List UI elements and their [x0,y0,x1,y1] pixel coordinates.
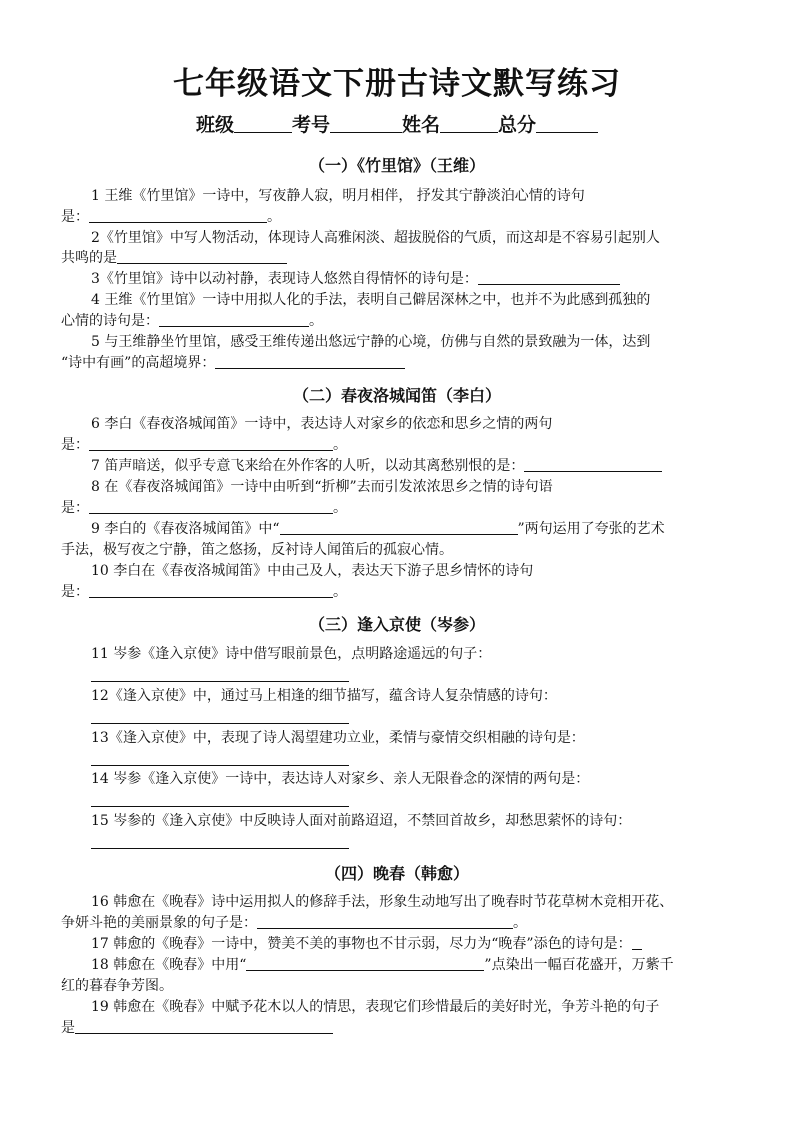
question-3-text: 3《竹里馆》诗中以动衬静，表现诗人悠然自得情怀的诗句是： [91,271,478,287]
question-6-text: 6 李白《春夜洛城闻笛》一诗中，表达诗人对家乡的依恋和思乡之情的两句 [91,416,553,432]
class-blank[interactable] [234,114,292,133]
section-heading-3: （三）逢入京使（岑参） [308,615,485,634]
question-14-answer-blank[interactable] [91,806,349,807]
answer-prefix: 共鸣的是 [61,250,117,266]
question-18-text-c: 红的暮春争芳图。 [61,978,173,994]
question-8-text: 8 在《春夜洛城闻笛》一诗中由听到“折柳”去而引发浓浓思乡之情的诗句语 [91,479,553,495]
answer-blank[interactable] [89,582,333,598]
name-blank[interactable] [440,114,498,133]
period: 。 [309,313,323,329]
answer-blank[interactable] [257,913,513,929]
question-9-line [91,519,771,539]
question-9-text-c: 手法，极写夜之宁静，笛之悠扬，反衬诗人闻笛后的孤寂心情。 [61,542,453,558]
answer-prefix: 是 [61,1020,75,1036]
question-10-answer-line [61,582,741,602]
question-7-line [91,456,771,476]
question-8-answer-line [61,498,741,518]
score-label: 总分 [498,114,537,136]
section-heading-1: （一）《竹里馆》（王维） [308,156,485,175]
question-18-text-a: 18 韩愈在《晚春》中用“ [91,957,247,973]
answer-prefix: 是： [61,437,89,453]
question-17-line [91,934,771,954]
question-13-answer-blank[interactable] [91,765,349,766]
answer-blank[interactable] [632,934,642,950]
answer-prefix: 是： [61,209,89,225]
question-19-text: 19 韩愈在《晚春》中赋予花木以人的情思，表现它们珍惜最后的美好时光，争芳斗艳的句子 [91,999,660,1015]
answer-blank[interactable] [117,248,287,264]
question-9-text-b: ”两句运用了夸张的艺术 [517,521,665,537]
question-11-text: 11 岑参《逢入京使》诗中借写眼前景色，点明路途遥远的句子： [91,646,492,662]
question-2-text: 2《竹里馆》中写人物活动，体现诗人高雅闲淡、超拔脱俗的气质，而这却是不容易引起别人 [91,230,660,246]
answer-blank[interactable] [159,311,309,327]
question-18-line [91,955,771,975]
answer-blank[interactable] [89,435,333,451]
exam-no-blank[interactable] [330,114,402,133]
question-15-answer-blank[interactable] [91,848,349,849]
question-5-answer-line [61,353,741,373]
answer-blank[interactable] [478,269,620,285]
answer-blank[interactable] [75,1018,333,1034]
answer-prefix: 是： [61,584,89,600]
question-1-text: 1 王维《竹里馆》一诗中，写夜静人寂，明月相伴， 抒发其宁静淡泊心情的诗句 [91,188,585,204]
period: 。 [333,584,347,600]
question-3-line [91,269,771,289]
answer-blank[interactable] [89,498,333,514]
section-heading-2: （二）春夜洛城闻笛（李白） [292,386,501,405]
question-1-answer-line [61,207,741,227]
question-17-text: 17 韩愈的《晚春》一诗中，赞美不美的事物也不甘示弱，尽力为“晚春”添色的诗句是： [91,936,632,952]
question-16-answer-line [61,913,741,933]
question-14-text: 14 岑参《逢入京使》一诗中，表达诗人对家乡、亲人无限眷念的深情的两句是： [91,771,590,787]
question-4-text: 4 王维《竹里馆》一诗中用拟人化的手法，表明自己僻居深林之中，也并不为此感到孤独的 [91,292,651,308]
answer-blank[interactable] [280,519,518,535]
question-11-answer-blank[interactable] [91,681,349,682]
question-4-answer-line [61,311,741,331]
question-18-text-b: ”点染出一幅百花盛开，万紫千 [484,957,674,973]
answer-prefix: 是： [61,500,89,516]
class-label: 班级 [195,114,234,136]
question-5-text: 5 与王维静坐竹里馆，感受王维传递出悠远宁静的心境，仿佛与自然的景致融为一体，达到 [91,334,651,350]
period: 。 [333,437,347,453]
question-10-text: 10 李白在《春夜洛城闻笛》中由己及人，表达天下游子思乡情怀的诗句 [91,563,534,579]
period: 。 [333,500,347,516]
question-6-answer-line [61,435,741,455]
exam-no-label: 考号 [291,114,330,136]
answer-prefix: 争妍斗艳的美丽景象的句子是： [61,915,257,931]
name-label: 姓名 [402,114,441,136]
question-12-answer-blank[interactable] [91,723,349,724]
question-16-text: 16 韩愈在《晚春》诗中运用拟人的修辞手法，形象生动地写出了晚春时节花草树木竞相开花、 [91,894,674,910]
question-15-text: 15 岑参的《逢入京使》中反映诗人面对前路迢迢，不禁回首故乡，却愁思萦怀的诗句： [91,813,632,829]
answer-prefix: 心情的诗句是： [61,313,159,329]
answer-prefix: “诗中有画”的高超境界： [61,355,216,371]
question-9-text-a: 9 李白的《春夜洛城闻笛》中“ [91,521,280,537]
score-blank[interactable] [536,114,598,133]
period: 。 [513,915,527,931]
answer-blank[interactable] [246,955,484,971]
page-title: 七年级语文下册古诗文默写练习 [173,66,621,102]
answer-blank[interactable] [524,456,662,472]
answer-blank[interactable] [215,353,405,369]
question-19-answer-line [61,1018,741,1038]
answer-blank[interactable] [89,207,267,223]
question-2-answer-line [61,248,741,268]
question-12-text: 12《逢入京使》中，通过马上相逢的细节描写，蕴含诗人复杂情感的诗句： [91,688,557,704]
section-heading-4: （四）晚春（韩愈） [324,864,469,883]
question-13-text: 13《逢入京使》中，表现了诗人渴望建功立业，柔情与豪情交织相融的诗句是： [91,730,585,746]
student-info-line [0,110,794,137]
period: 。 [267,209,281,225]
question-7-text: 7 笛声暗送，似乎专意飞来给在外作客的人听，以动其离愁别恨的是： [91,458,525,474]
